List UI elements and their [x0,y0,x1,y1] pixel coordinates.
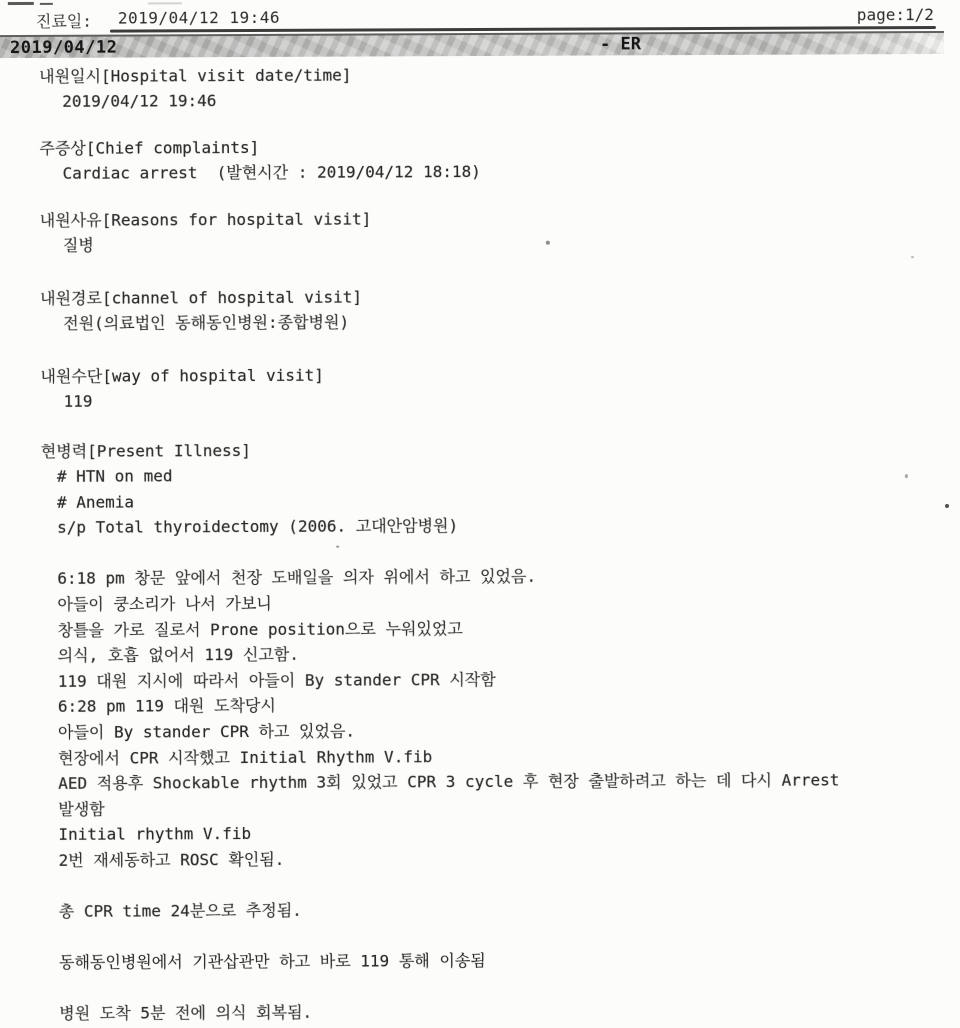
section-line: 동해동인병원에서 기관삽관만 하고 바로 119 통해 이송됨 [58,951,486,973]
section-line: 총 CPR time 24분으로 추정됨. [58,900,302,921]
section-line: s/p Total thyroidectomy (2006. 고대안암병원) [57,516,459,538]
section-line: 현장에서 CPR 시작했고 Initial Rhythm V.fib [58,746,433,768]
record-section [0,204,959,258]
scan-speck [905,474,908,478]
cutoff-text-fragment [8,2,34,5]
record-section [0,132,959,186]
section-label: 내원수단[way of hospital visit] [40,365,324,386]
section-lines [0,157,959,186]
section-line: # HTN on med [56,466,173,486]
section-lines [0,385,960,414]
section-line: 2번 재세동하고 ROSC 확인됨. [58,849,285,870]
section-lines [0,460,960,1027]
section-lines [0,229,959,258]
cutoff-text-fragment [148,2,182,4]
section-lines [0,85,958,114]
section-line: 119 대원 지시에 따라서 아들이 By stander CPR 시작함 [57,669,496,691]
section-line: AED 적용후 Shockable rhythm 3회 있었고 CPR 3 cycle 후 현장 출발하려고 하는 데 다시 Arrest [58,770,840,793]
scan-speck [546,241,550,245]
section-label: 현병력[Present Illness] [40,440,251,461]
section-line: 6:28 pm 119 대원 도착당시 [57,696,276,717]
section-line: 질병 [62,235,94,255]
section-label: 내원사유[Reasons for hospital visit] [39,209,372,230]
section-line: 2019/04/12 19:46 [62,91,217,111]
record-section [0,282,959,336]
document-body [0,60,960,1028]
section-label: 주증상[Chief complaints] [39,137,260,158]
record-section [0,60,958,114]
scan-speck [336,546,339,548]
date-department-bar [0,31,944,58]
section-line: 119 [63,391,93,411]
clinic-date-value: 2019/04/12 19:46 [117,7,281,28]
scan-speck [911,256,914,258]
section-line: Cardiac arrest (발현시간 : 2019/04/12 18:18) [62,161,481,183]
section-line: 병원 도착 5분 전에 의식 회복됨. [59,1003,313,1024]
bar-date: 2019/04/12 [9,37,118,59]
section-line: # Anemia [56,492,135,512]
section-line: 아들이 By stander CPR 하고 있었음. [57,721,356,742]
section-line: 전원(의료법인 동해동인병원:종합병원) [63,312,350,333]
section-line: Initial rhythm V.fib [58,824,252,845]
record-section [0,435,960,1027]
section-line: 발생함 [58,799,105,819]
section-line: 의식, 호흡 없어서 119 신고함. [57,644,299,666]
record-section [0,360,960,414]
scan-speck [945,504,949,508]
section-label: 내원일시[Hospital visit date/time] [39,65,352,86]
section-line: 6:18 pm 창문 앞에서 천장 도배일을 의자 위에서 하고 있었음. [57,567,537,589]
section-line: 창틀을 가로 질로서 Prone position으로 누워있었고 [57,618,463,640]
cutoff-text-fragment [40,3,53,5]
section-label: 내원경로[channel of hospital visit] [40,287,363,308]
section-lines [0,307,959,336]
section-line: 아들이 쿵소리가 나서 가보니 [57,593,272,614]
page-indicator: page:1/2 [856,5,934,25]
clinic-date-label: 진료일: [35,11,92,31]
bar-department: - ER [599,34,642,55]
